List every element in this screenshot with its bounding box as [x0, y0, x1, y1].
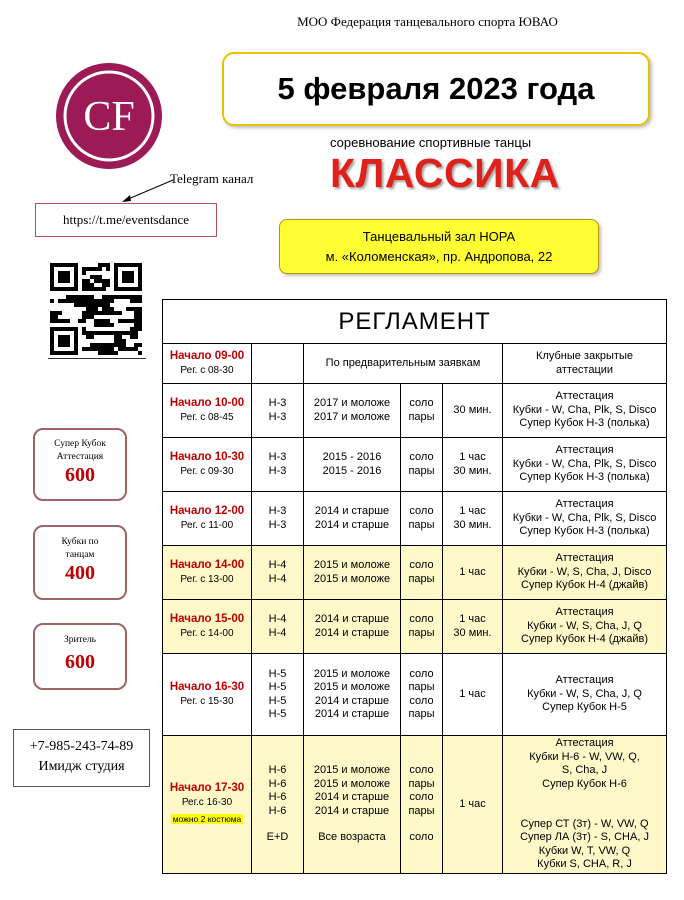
ages-cell: По предварительным заявкам: [304, 344, 503, 384]
schedule-row: [163, 384, 667, 438]
venue-name: Танцевальный зал НОРА: [362, 229, 516, 244]
price-value: 600: [65, 464, 95, 486]
registration-time: Рег. с 09-30: [180, 465, 234, 477]
schedule-row: [163, 546, 667, 600]
registration-time: Рег.с 16-30: [181, 796, 233, 808]
club-cell: Аттестация Кубки - W, S, Cha, J, Q Супер Кубок Н-5: [503, 654, 667, 736]
price-label: Супер Кубок Аттестация: [54, 439, 106, 462]
start-time-cell: [163, 654, 252, 736]
class-cell: Н-3 Н-3: [252, 492, 304, 546]
ages-cell: 2014 и старше 2014 и старше: [304, 492, 401, 546]
class-cell: Н-4 Н-4: [252, 600, 304, 654]
schedule-row: [163, 492, 667, 546]
club-cell: Аттестация Кубки Н-6 - W, VW, Q, S, Cha, J Супер Кубок Н-6 Супер СТ (3т) - W, VW, Q Супер ЛА (3т) - S, CHA, J Кубки W, T, VW, Q Кубки S, CHA, R, J: [503, 736, 667, 874]
duration-cell: 1 час: [443, 736, 503, 874]
start-time: Начало 09-00: [169, 350, 245, 363]
type-cell: соло пары: [401, 546, 443, 600]
logo-text: CF: [83, 94, 135, 140]
start-time: Начало 15-00: [169, 613, 245, 626]
venue-address: м. «Коломенская», пр. Андропова, 22: [325, 249, 553, 264]
price-value: 400: [65, 562, 95, 584]
cf-logo: [55, 62, 163, 170]
studio-name: Имидж студия: [38, 759, 125, 774]
venue-box: [279, 219, 599, 274]
type-cell: соло пары: [401, 600, 443, 654]
type-cell: соло пары соло пары соло: [401, 736, 443, 874]
start-time-cell: [163, 384, 252, 438]
telegram-link[interactable]: https://t.me/eventsdance: [35, 203, 217, 237]
price-box-cups: [33, 525, 127, 600]
type-cell: соло пары: [401, 492, 443, 546]
schedule-row: [163, 736, 667, 874]
duration-cell: 1 час: [443, 654, 503, 736]
club-cell: Аттестация Кубки - W, S, Cha, J, Disco Супер Кубок Н-4 (джайв): [503, 546, 667, 600]
telegram-label: Telegram канал: [170, 171, 254, 186]
class-cell: Н-3 Н-3: [252, 438, 304, 492]
price-value: 600: [65, 651, 95, 673]
start-time: Начало 10-30: [169, 451, 245, 464]
club-cell: Аттестация Кубки - W, S, Cha, J, Q Супер Кубок Н-4 (джайв): [503, 600, 667, 654]
start-time-cell: [163, 344, 252, 384]
divider: [48, 358, 146, 359]
duration-cell: 1 час 30 мин.: [443, 438, 503, 492]
duration-cell: 1 час 30 мин.: [443, 600, 503, 654]
duration-cell: 1 час: [443, 546, 503, 600]
schedule-table: [162, 299, 667, 874]
ages-cell: 2017 и моложе 2017 и моложе: [304, 384, 401, 438]
competition-title: КЛАССИКА: [330, 150, 560, 196]
price-label: Кубки по танцам: [61, 537, 99, 560]
ages-cell: 2015 - 2016 2015 - 2016: [304, 438, 401, 492]
type-cell: соло пары: [401, 438, 443, 492]
start-time-cell: [163, 600, 252, 654]
class-cell: Н-4 Н-4: [252, 546, 304, 600]
class-cell: [252, 344, 304, 384]
ages-cell: 2015 и моложе 2015 и моложе 2014 и старше 2014 и старше: [304, 654, 401, 736]
type-cell: соло пары соло пары: [401, 654, 443, 736]
start-time: Начало 17-30: [169, 782, 245, 795]
registration-time: Рег. с 08-45: [180, 411, 234, 423]
class-cell: Н-5 Н-5 Н-5 Н-5: [252, 654, 304, 736]
price-box-spectator: [33, 623, 127, 690]
club-cell: Аттестация Кубки - W, Cha, Plk, S, Disco Супер Кубок Н-3 (полька): [503, 492, 667, 546]
organizer-name: МОО Федерация танцевального спорта ЮВАО: [297, 14, 558, 29]
registration-time: Рег. с 13-00: [180, 573, 234, 585]
registration-time: Рег. с 08-30: [180, 364, 234, 376]
start-time-cell: [163, 736, 252, 874]
schedule-row: [163, 438, 667, 492]
duration-cell: 1 час 30 мин.: [443, 492, 503, 546]
price-label: Зритель: [63, 635, 97, 645]
ages-cell: 2015 и моложе 2015 и моложе 2014 и старше 2014 и старше Все возраста: [304, 736, 401, 874]
registration-time: Рег. с 11-00: [180, 519, 234, 531]
start-time: Начало 14-00: [169, 559, 245, 572]
arrow-icon: [118, 176, 178, 206]
contact-box: [13, 729, 150, 787]
registration-time: Рег. с 14-00: [180, 627, 234, 639]
competition-subtitle: соревнование спортивные танцы: [330, 135, 532, 150]
start-time: Начало 10-00: [169, 397, 245, 410]
costume-note: можно 2 костюма: [172, 814, 242, 825]
start-time: Начало 12-00: [169, 505, 245, 518]
schedule-row: [163, 344, 667, 384]
ages-cell: 2014 и старше 2014 и старше: [304, 600, 401, 654]
ages-cell: 2015 и моложе 2015 и моложе: [304, 546, 401, 600]
club-cell: Клубные закрытые аттестации: [503, 344, 667, 384]
duration-cell: 30 мин.: [443, 384, 503, 438]
qr-code-icon: [50, 263, 142, 355]
schedule-row: [163, 600, 667, 654]
start-time-cell: [163, 438, 252, 492]
schedule-row: [163, 654, 667, 736]
start-time: Начало 16-30: [169, 681, 245, 694]
registration-time: Рег. с 15-30: [180, 695, 234, 707]
class-cell: Н-6 Н-6 Н-6 Н-6 Е+D: [252, 736, 304, 874]
price-box-super-cup: [33, 428, 127, 501]
club-cell: Аттестация Кубки - W, Cha, Plk, S, Disco Супер Кубок Н-3 (полька): [503, 438, 667, 492]
schedule-title: РЕГЛАМЕНТ: [163, 300, 667, 344]
club-cell: Аттестация Кубки - W, Cha, Plk, S, Disco Супер Кубок Н-3 (полька): [503, 384, 667, 438]
class-cell: Н-3 Н-3: [252, 384, 304, 438]
phone-number[interactable]: +7-985-243-74-89: [29, 739, 134, 754]
type-cell: соло пары: [401, 384, 443, 438]
event-date: 5 февраля 2023 года: [222, 52, 650, 126]
start-time-cell: [163, 546, 252, 600]
start-time-cell: [163, 492, 252, 546]
